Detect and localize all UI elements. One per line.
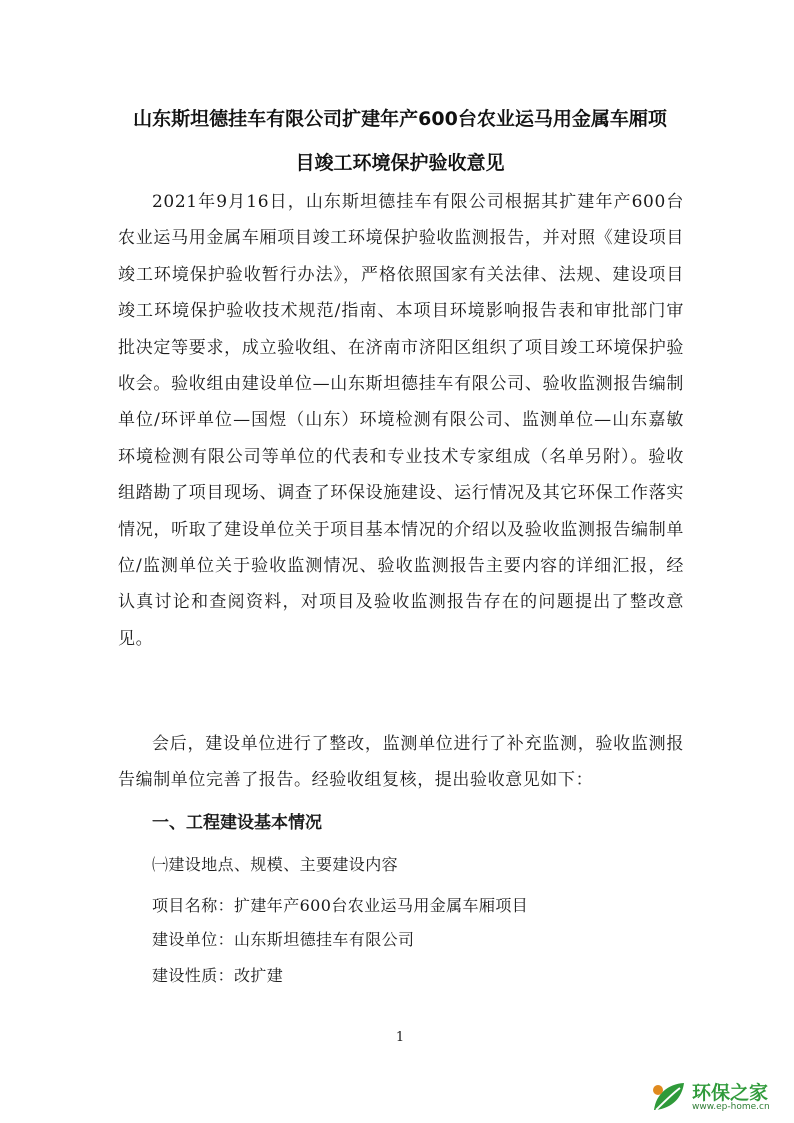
builder-line: 建设单位：山东斯坦德挂车有限公司 (152, 930, 415, 949)
project-name-line: 项目名称：扩建年产600台农业运马用金属车厢项目 (152, 896, 529, 915)
watermark-url: www.ep-home.cn (692, 1102, 770, 1112)
nature-line: 建设性质：改扩建 (152, 966, 284, 985)
page-number: 1 (395, 1030, 405, 1045)
body-paragraph-2: 会后，建设单位进行了整改，监测单位进行了补充监测，验收监测报告编制单位完善了报告。经验收组复核，提出验收意见如下： (118, 734, 684, 791)
subsection-heading: ㈠建设地点、规模、主要建设内容 (152, 855, 399, 874)
body-paragraph-1: 2021年9月16日，山东斯坦德挂车有限公司根据其扩建年产600台农业运马用金属车厢项目竣工环境保护验收监测报告，并对照《建设项目竣工环境保护验收暂行办法》，严格依照国家有关法律、法规、建设项目竣工环境保护验收技术规范/指南、本项目环境影响报告表和审批部门审批决定等要求，成立验收组、在济南市济阳区组织了项目竣工环境保护验收会。验收组由建设单位—山东斯坦德挂车有限公司、验收监测报告编制单位/环评单位—国煜（山东）环境检测有限公司、监测单位—山东嘉敏环境检测有限公司等单位的代表和专业技术专家组成（名单另附）。验收组踏勘了项目现场、调查了环保设施建设、运行情况及其它环保工作落实情况，听取了建设单位关于项目基本情况的介绍以及验收监测报告编制单位/监测单位关于验收监测情况、验收监测报告主要内容的详细汇报，经认真讨论和查阅资料，对项目及验收监测报告存在的问题提出了整改意见。 (118, 192, 684, 649)
document-title-line-2: 目竣工环境保护验收意见 (295, 152, 505, 174)
watermark-name: 环保之家 (692, 1082, 769, 1104)
document-title-line-1: 山东斯坦德挂车有限公司扩建年产600台农业运马用金属车厢项 (133, 108, 667, 130)
leaf-logo-icon (650, 1080, 688, 1114)
section-heading: 一、工程建设基本情况 (152, 813, 322, 833)
watermark (650, 1078, 790, 1118)
